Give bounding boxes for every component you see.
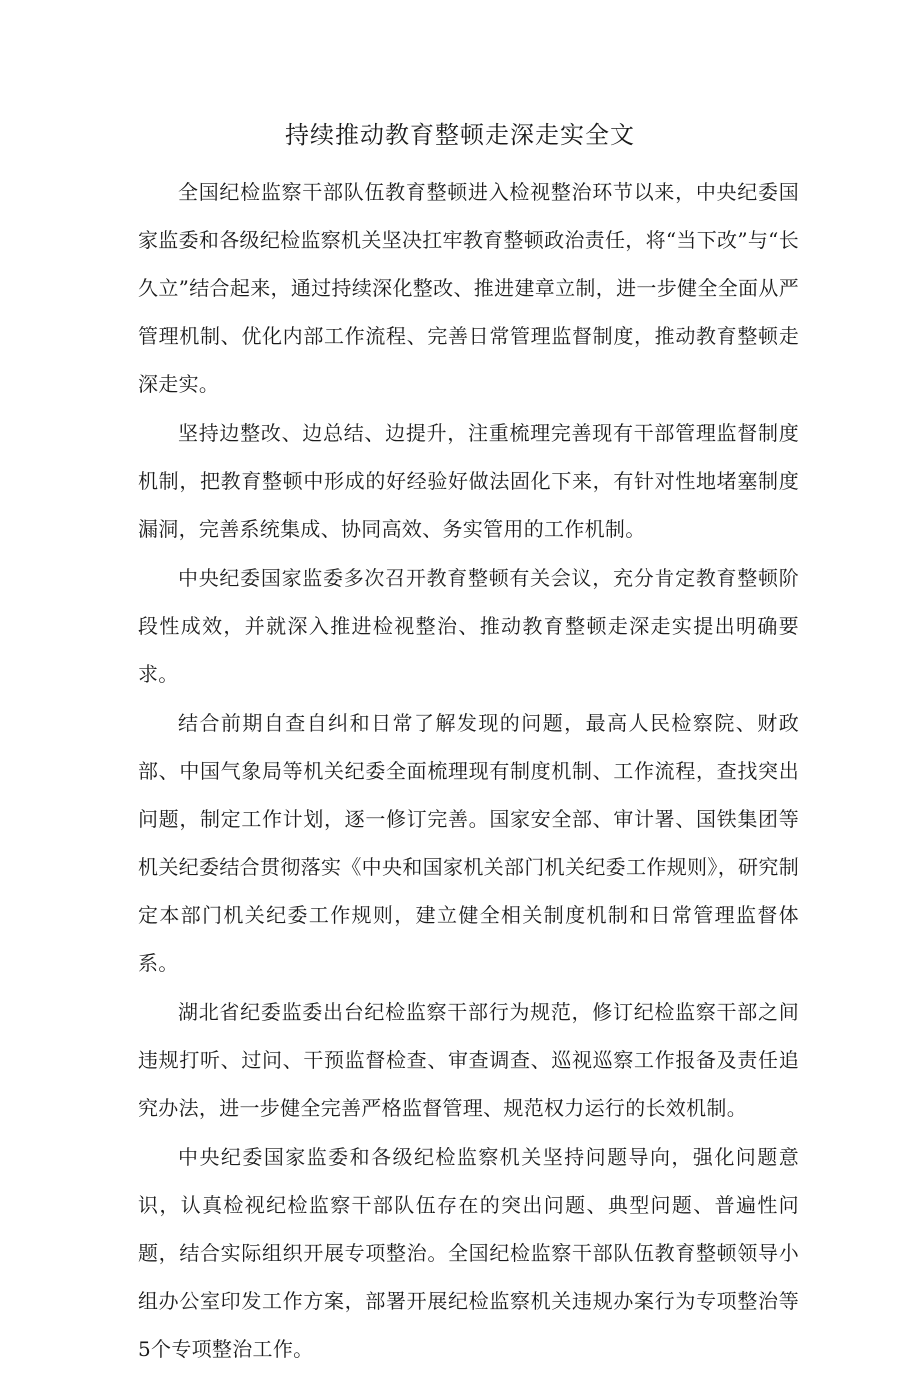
paragraph: 结合前期自查自纠和日常了解发现的问题，最高人民检察院、财政部、中国气象局等机关纪委全面梳理现有制度机制、工作流程，查找突出问题，制定工作计划，逐一修订完善。国家安全部、审计署、国铁集团等机关纪委结合贯彻落实《中央和国家机关部门机关纪委工作规则》，研究制定本部门机关纪委工作规则，建立健全相关制度机制和日常管理监督体系。 bbox=[138, 711, 799, 975]
document-title: 持续推动教育整顿走深走实全文 bbox=[285, 121, 635, 149]
paragraph: 中央纪委国家监委多次召开教育整顿有关会议，充分肯定教育整顿阶段性成效，并就深入推进检视整治、推动教育整顿走深走实提出明确要求。 bbox=[138, 566, 799, 686]
paragraph: 全国纪检监察干部队伍教育整顿进入检视整治环节以来，中央纪委国家监委和各级纪检监察机关坚决扛牢教育整顿政治责任，将“当下改”与“长久立”结合起来，通过持续深化整改、推进建章立制，进一步健全全面从严管理机制、优化内部工作流程、完善日常管理监督制度，推动教育整顿走深走实。 bbox=[138, 180, 799, 396]
document-body bbox=[138, 168, 799, 1374]
paragraph: 中央纪委国家监委和各级纪检监察机关坚持问题导向，强化问题意识，认真检视纪检监察干部队伍存在的突出问题、典型问题、普遍性问题，结合实际组织开展专项整治。全国纪检监察干部队伍教育整顿领导小组办公室印发工作方案，部署开展纪检监察机关违规办案行为专项整治等5个专项整治工作。 bbox=[138, 1145, 799, 1361]
paragraph: 坚持边整改、边总结、边提升，注重梳理完善现有干部管理监督制度机制，把教育整顿中形成的好经验好做法固化下来，有针对性地堵塞制度漏洞，完善系统集成、协同高效、务实管用的工作机制。 bbox=[138, 421, 799, 541]
paragraph: 湖北省纪委监委出台纪检监察干部行为规范，修订纪检监察干部之间违规打听、过问、干预监督检查、审查调查、巡视巡察工作报备及责任追究办法，进一步健全完善严格监督管理、规范权力运行的长效机制。 bbox=[138, 1000, 799, 1120]
